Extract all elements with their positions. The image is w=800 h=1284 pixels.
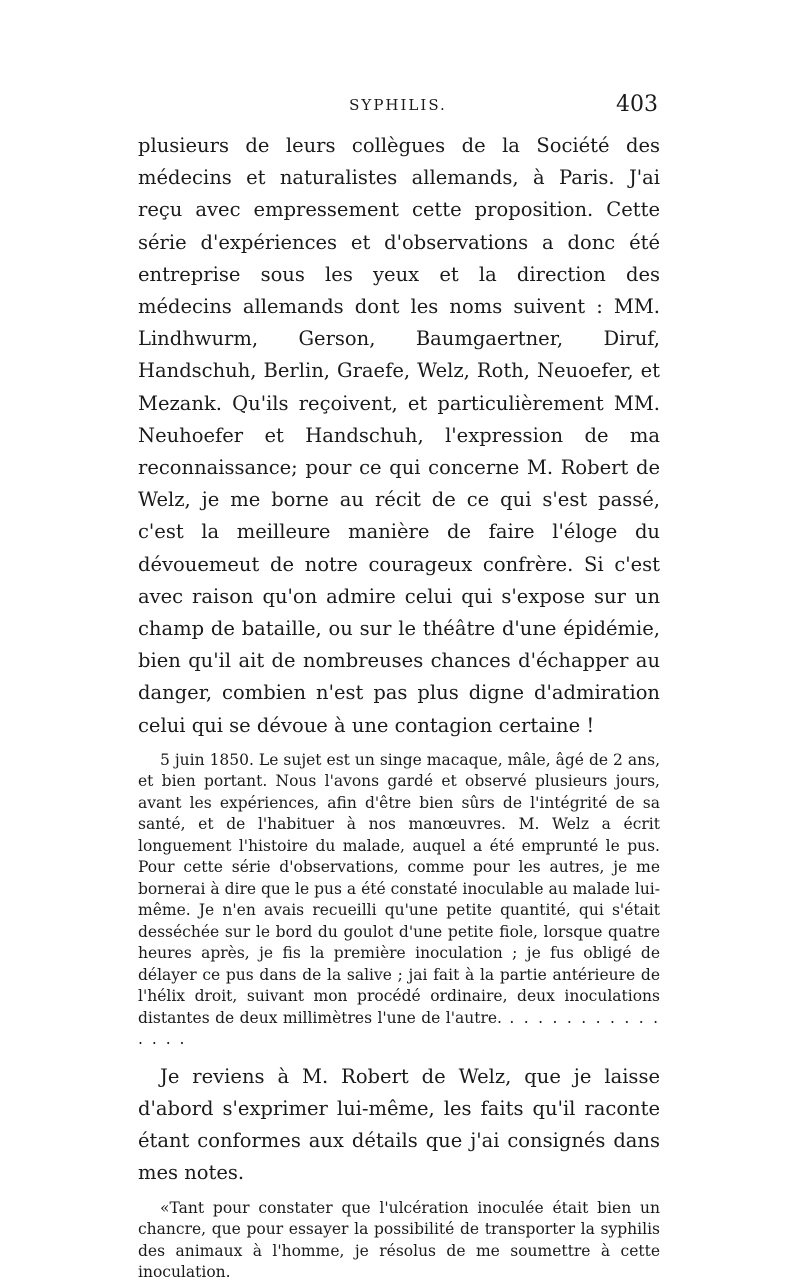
running-title: SYPHILIS. (349, 96, 447, 114)
observation-text: 5 juin 1850. Le sujet est un singe macaque, mâle, âgé de 2 ans, et bien portant. Nous l'avons gardé et observé plusieurs jours, avant les expériences, afin d'être bien sûrs de l'intégrité de sa santé, et de l'habituer à nos manœuvres. M. Welz a écrit longuement l'histoire du malade, auquel a été emprunté le pus. Pour cette série d'observations, comme pour les autres, je me bornerai à dire que le pus a été constaté inoculable au malade lui-même. Je n'en avais recueilli qu'une petite quantité, qui s'était desséchée sur le bord du goulot d'une petite fiole, lorsque quatre heures après, je fis la première inoculation ; je fus obligé de délayer ce pus dans de la salive ; jai fait à la partie antérieure de l'hélix droit, suivant mon procédé ordinaire, deux inoculations distantes de deux millimètres l'une de l'autre. (138, 750, 660, 1027)
body-text (138, 130, 660, 1284)
paragraph-quote: «Tant pour constater que l'ulcération inoculée était bien un chancre, que pour essayer la possibilité de transporter la syphilis des animaux à l'homme, je résolus de me soumettre à cette inoculation. (138, 1198, 660, 1282)
paragraph-observation (138, 750, 660, 1051)
paragraph-continuation: plusieurs de leurs collègues de la Société des médecins et naturalistes allemands, à Paris. J'ai reçu avec empressement cette proposition. Cette série d'expériences et d'observations a donc été entreprise sous les yeux et la direction des médecins allemands dont les noms suivent : MM. Lindhwurm, Gerson, Baumgaertner, Diruf, Handschuh, Berlin, Graefe, Welz, Roth, Neuoefer, et Mezank. Qu'ils reçoivent, et particulièrement MM. Neuhoefer et Handschuh, l'expression de ma reconnaissance; pour ce qui concerne M. Robert de Welz, je me borne au récit de ce qui s'est passé, c'est la meilleure manière de faire l'éloge du dévouemeut de notre courageux confrère. Si c'est avec raison qu'on admire celui qui s'expose sur un champ de bataille, ou sur le théâtre d'une épidémie, bien qu'il ait de nombreuses chances d'échapper au danger, combien n'est pas plus digne d'admiration celui qui se dévoue à une contagion certaine ! (138, 134, 660, 737)
page-number: 403 (616, 92, 658, 117)
leader-dots: . . . . . . . . . . . . . . . (138, 1008, 660, 1049)
page-header (138, 92, 658, 126)
paragraph-return: Je reviens à M. Robert de Welz, que je laisse d'abord s'exprimer lui-même, les faits qu'il raconte étant conformes aux détails que j'ai consignés dans mes notes. (138, 1064, 660, 1185)
